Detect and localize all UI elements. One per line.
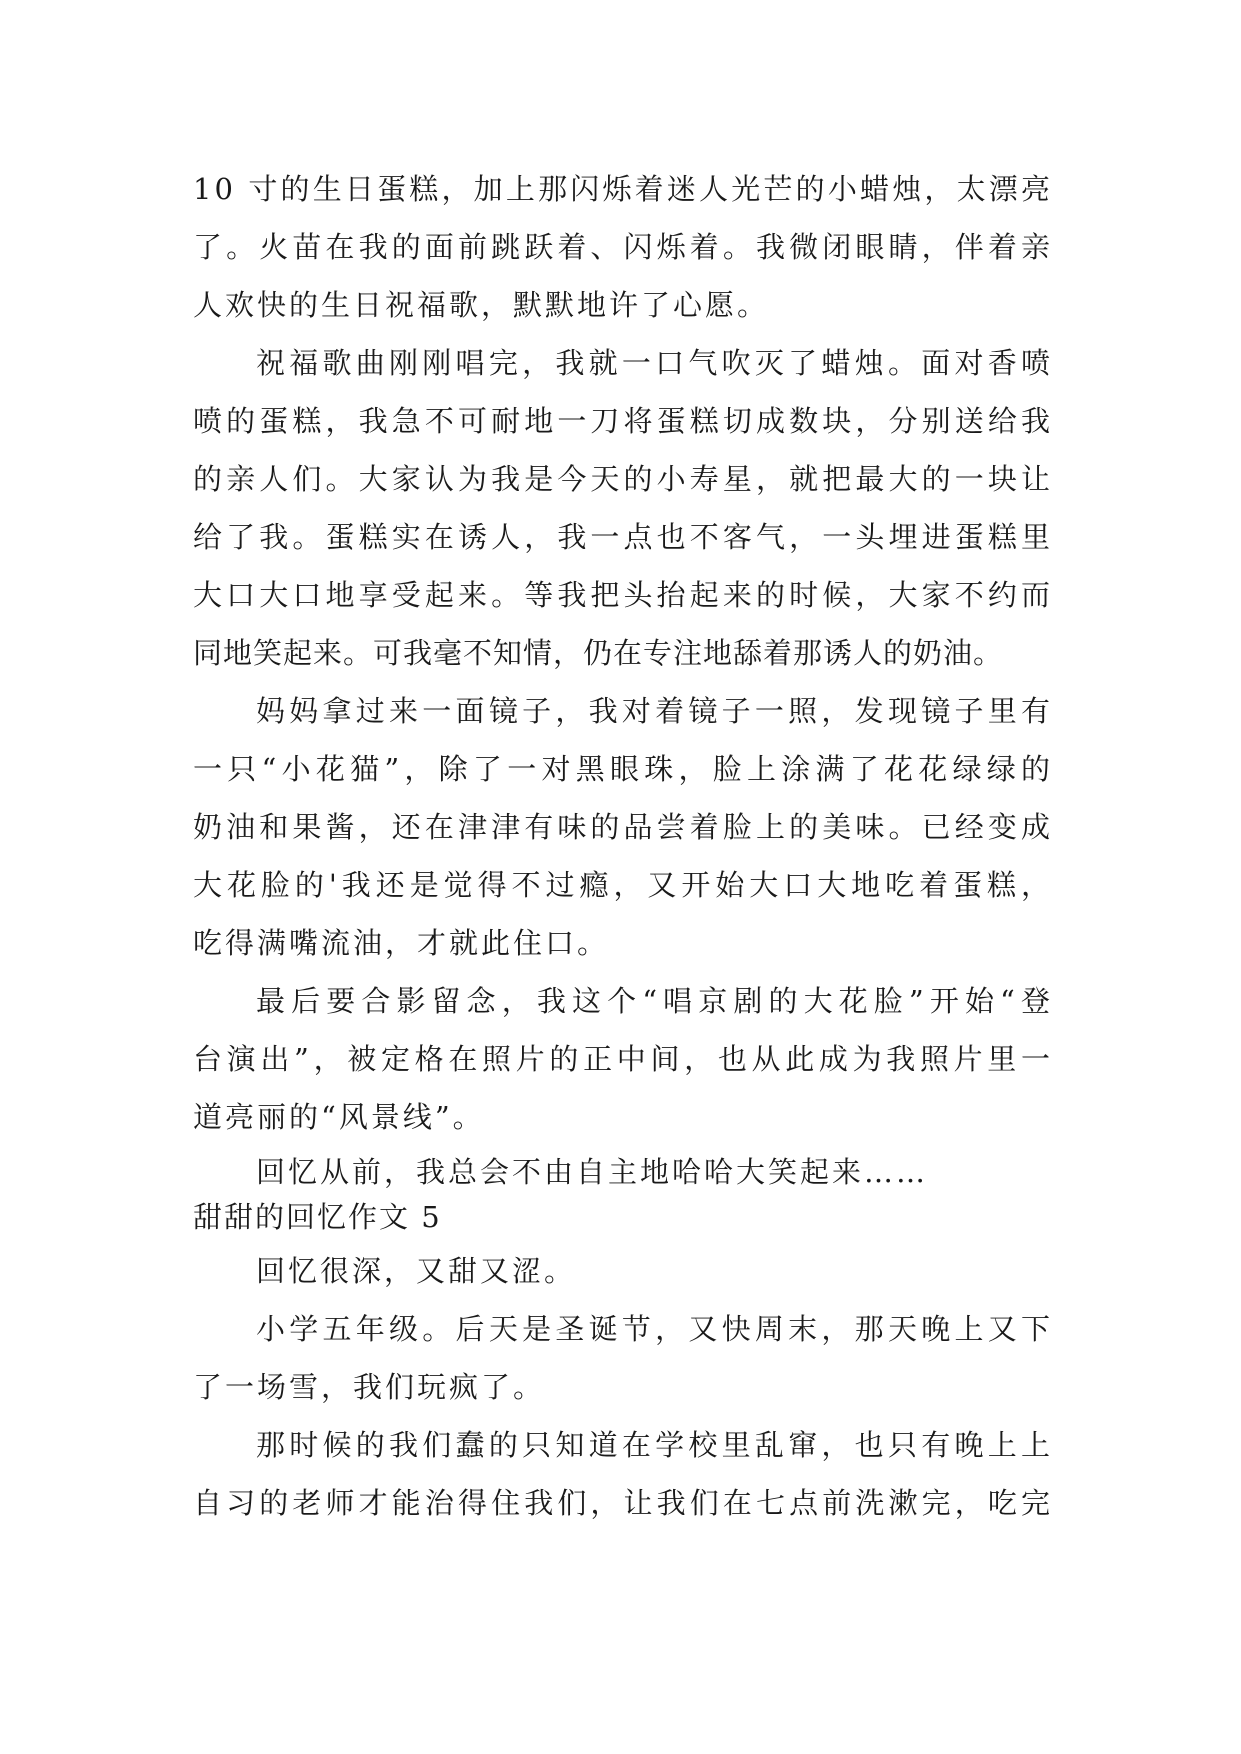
text-line: 人欢快的生日祝福歌，默默地许了心愿。 [193, 288, 770, 322]
text-line: 自习的老师才能治得住我们，让我们在七点前洗漱完，吃完 [193, 1486, 1053, 1520]
paragraph [193, 1300, 1053, 1416]
text-line: 喷的蛋糕，我急不可耐地一刀将蛋糕切成数块，分别送给我 [193, 404, 1053, 438]
paragraph [193, 1146, 1053, 1192]
text-line: 那时候的我们蠢的只知道在学校里乱窜，也只有晚上上 [256, 1428, 1053, 1462]
paragraph [193, 334, 1053, 682]
paragraph [193, 1242, 1053, 1300]
section-title: 甜甜的回忆作文 5 [193, 1200, 442, 1234]
paragraph [193, 160, 1053, 334]
paragraph [193, 972, 1053, 1146]
text-line: 了一场雪，我们玩疯了。 [193, 1370, 546, 1404]
paragraph [193, 1416, 1053, 1532]
text-line: 回忆很深，又甜又涩。 [256, 1254, 577, 1288]
text-line: 给了我。蛋糕实在诱人，我一点也不客气，一头埋进蛋糕里 [193, 520, 1053, 554]
text-line: 台演出”，被定格在照片的正中间，也从此成为我照片里一 [193, 1042, 1053, 1076]
text-line: 妈妈拿过来一面镜子，我对着镜子一照，发现镜子里有 [256, 694, 1053, 728]
text-line: 小学五年级。后天是圣诞节，又快周末，那天晚上又下 [256, 1312, 1053, 1346]
text-line: 同地笑起来。可我毫不知情，仍在专注地舔着那诱人的奶油。 [193, 636, 1004, 670]
text-line: 大口大口地享受起来。等我把头抬起来的时候，大家不约而 [193, 578, 1053, 612]
text-line: 祝福歌曲刚刚唱完，我就一口气吹灭了蜡烛。面对香喷 [256, 346, 1053, 380]
text-line: 一只“小花猫”，除了一对黑眼珠，脸上涂满了花花绿绿的 [193, 752, 1053, 786]
text-line: 回忆从前，我总会不由自主地哈哈大笑起来…… [256, 1155, 929, 1189]
text-line: 奶油和果酱，还在津津有味的品尝着脸上的美味。已经变成 [193, 810, 1053, 844]
text-line: 最后要合影留念，我这个“唱京剧的大花脸”开始“登 [256, 984, 1053, 1018]
text-line: 10 寸的生日蛋糕，加上那闪烁着迷人光芒的小蜡烛，太漂亮 [193, 172, 1053, 206]
text-line: 了。火苗在我的面前跳跃着、闪烁着。我微闭眼睛，伴着亲 [193, 230, 1053, 264]
text-line: 大花脸的'我还是觉得不过瘾，又开始大口大地吃着蛋糕， [193, 868, 1053, 902]
document-page [193, 160, 1053, 1532]
text-line: 道亮丽的“风景线”。 [193, 1100, 485, 1134]
paragraph [193, 682, 1053, 972]
text-line: 的亲人们。大家认为我是今天的小寿星，就把最大的一块让 [193, 462, 1053, 496]
text-line: 吃得满嘴流油，才就此住口。 [193, 926, 610, 960]
